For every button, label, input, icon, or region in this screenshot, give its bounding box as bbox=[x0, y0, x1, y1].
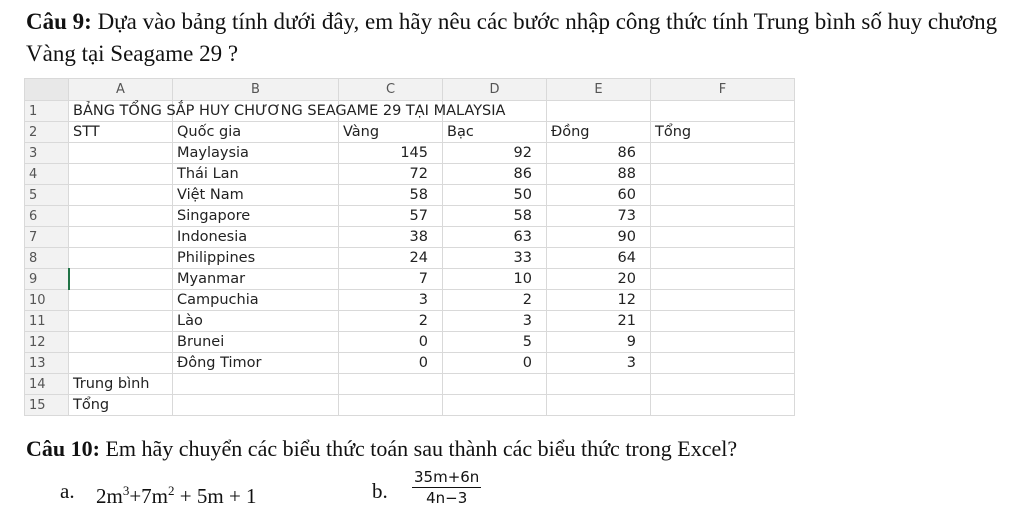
cell-total[interactable] bbox=[651, 332, 795, 353]
cell[interactable] bbox=[339, 374, 443, 395]
cell-country[interactable]: Myanmar bbox=[173, 269, 339, 290]
answer-a-expression bbox=[96, 476, 257, 511]
row-header[interactable]: 6 bbox=[25, 206, 69, 227]
cell-total[interactable] bbox=[651, 248, 795, 269]
row-header[interactable]: 8 bbox=[25, 248, 69, 269]
cell[interactable] bbox=[443, 374, 547, 395]
cell-country[interactable]: Thái Lan bbox=[173, 164, 339, 185]
cell-bronze[interactable]: 73 bbox=[547, 206, 651, 227]
cell-silver[interactable]: 10 bbox=[443, 269, 547, 290]
table-row bbox=[25, 374, 795, 395]
cell-bronze[interactable]: 86 bbox=[547, 143, 651, 164]
cell-stt[interactable] bbox=[69, 185, 173, 206]
header-cell-bronze[interactable]: Đồng bbox=[547, 122, 651, 143]
summary-label-cell[interactable]: Trung bình bbox=[69, 374, 173, 395]
column-header-a[interactable]: A bbox=[69, 79, 173, 101]
row-header[interactable]: 2 bbox=[25, 122, 69, 143]
column-header-e[interactable]: E bbox=[547, 79, 651, 101]
cell-silver[interactable]: 63 bbox=[443, 227, 547, 248]
expr-part: 2m bbox=[96, 484, 123, 508]
cell-stt[interactable] bbox=[69, 206, 173, 227]
question-10-label: Câu 10: bbox=[26, 436, 100, 461]
row-header[interactable]: 15 bbox=[25, 395, 69, 416]
table-row bbox=[25, 269, 795, 290]
cell[interactable] bbox=[651, 374, 795, 395]
cell-total[interactable] bbox=[651, 164, 795, 185]
cell-bronze[interactable]: 3 bbox=[547, 353, 651, 374]
header-cell-country[interactable]: Quốc gia bbox=[173, 122, 339, 143]
answer-b-fraction bbox=[412, 468, 481, 507]
answer-a-label: a. bbox=[60, 479, 75, 503]
table-row bbox=[25, 332, 795, 353]
cell-total[interactable] bbox=[651, 353, 795, 374]
table-row bbox=[25, 353, 795, 374]
cell-country[interactable]: Việt Nam bbox=[173, 185, 339, 206]
cell[interactable] bbox=[547, 101, 651, 122]
spreadsheet-image bbox=[24, 78, 794, 430]
cell-total[interactable] bbox=[651, 227, 795, 248]
column-header-row bbox=[25, 79, 795, 101]
row-header[interactable]: 11 bbox=[25, 311, 69, 332]
cell-country[interactable]: Lào bbox=[173, 311, 339, 332]
cell-country[interactable]: Maylaysia bbox=[173, 143, 339, 164]
cell-total[interactable] bbox=[651, 185, 795, 206]
answer-b-label: b. bbox=[372, 479, 388, 503]
cell[interactable] bbox=[651, 395, 795, 416]
cell-gold[interactable]: 38 bbox=[339, 227, 443, 248]
column-header-c[interactable]: C bbox=[339, 79, 443, 101]
cell-silver[interactable]: 33 bbox=[443, 248, 547, 269]
header-cell-stt[interactable]: STT bbox=[69, 122, 173, 143]
column-header-b[interactable]: B bbox=[173, 79, 339, 101]
cell-silver[interactable]: 5 bbox=[443, 332, 547, 353]
row-header[interactable]: 5 bbox=[25, 185, 69, 206]
cell-stt[interactable] bbox=[69, 332, 173, 353]
cell-stt[interactable] bbox=[69, 164, 173, 185]
table-row bbox=[25, 101, 795, 122]
cell[interactable] bbox=[547, 374, 651, 395]
cell-bronze[interactable]: 64 bbox=[547, 248, 651, 269]
table-row bbox=[25, 290, 795, 311]
question-9-label: Câu 9: bbox=[26, 9, 92, 34]
question-10 bbox=[26, 434, 737, 464]
cell-gold[interactable]: 0 bbox=[339, 332, 443, 353]
header-cell-silver[interactable]: Bạc bbox=[443, 122, 547, 143]
cell-silver[interactable]: 50 bbox=[443, 185, 547, 206]
cell-gold[interactable]: 2 bbox=[339, 311, 443, 332]
cell-silver[interactable]: 92 bbox=[443, 143, 547, 164]
cell-bronze[interactable]: 20 bbox=[547, 269, 651, 290]
cell-country[interactable]: Campuchia bbox=[173, 290, 339, 311]
row-header[interactable]: 14 bbox=[25, 374, 69, 395]
expr-part: +7m bbox=[129, 484, 169, 508]
row-header[interactable]: 3 bbox=[25, 143, 69, 164]
table-row bbox=[25, 395, 795, 416]
cell-total[interactable] bbox=[651, 143, 795, 164]
spreadsheet-grid bbox=[24, 78, 795, 416]
cell-bronze[interactable]: 9 bbox=[547, 332, 651, 353]
table-row bbox=[25, 311, 795, 332]
row-header[interactable]: 9 bbox=[25, 269, 69, 290]
select-all-corner[interactable] bbox=[25, 79, 69, 101]
cell-bronze[interactable]: 90 bbox=[547, 227, 651, 248]
cell[interactable] bbox=[443, 395, 547, 416]
cell[interactable] bbox=[651, 101, 795, 122]
cell-gold[interactable]: 145 bbox=[339, 143, 443, 164]
cell-country[interactable]: Đông Timor bbox=[173, 353, 339, 374]
row-header[interactable]: 1 bbox=[25, 101, 69, 122]
cell[interactable] bbox=[173, 374, 339, 395]
header-cell-gold[interactable]: Vàng bbox=[339, 122, 443, 143]
cell-country[interactable]: Indonesia bbox=[173, 227, 339, 248]
column-header-d[interactable]: D bbox=[443, 79, 547, 101]
cell-bronze[interactable]: 88 bbox=[547, 164, 651, 185]
fraction-numerator: 35m+6n bbox=[414, 468, 480, 486]
cell-gold[interactable]: 57 bbox=[339, 206, 443, 227]
cell-gold[interactable]: 58 bbox=[339, 185, 443, 206]
cell-total[interactable] bbox=[651, 290, 795, 311]
cell-stt[interactable] bbox=[69, 311, 173, 332]
sheet-title-cell[interactable]: BẢNG TỔNG SẮP HUY CHƯƠNG SEAGAME 29 TẠI MALAYSIA bbox=[69, 101, 173, 122]
cell-stt[interactable] bbox=[69, 290, 173, 311]
table-row bbox=[25, 248, 795, 269]
cell-country[interactable]: Brunei bbox=[173, 332, 339, 353]
table-row bbox=[25, 227, 795, 248]
cell-silver[interactable]: 3 bbox=[443, 311, 547, 332]
cell-gold[interactable]: 7 bbox=[339, 269, 443, 290]
fraction-bar bbox=[412, 487, 481, 488]
cell-stt[interactable] bbox=[69, 248, 173, 269]
cell-gold[interactable]: 24 bbox=[339, 248, 443, 269]
cell-bronze[interactable]: 12 bbox=[547, 290, 651, 311]
cell-gold[interactable]: 72 bbox=[339, 164, 443, 185]
cell[interactable] bbox=[339, 395, 443, 416]
cell-total[interactable] bbox=[651, 311, 795, 332]
cell-bronze[interactable]: 60 bbox=[547, 185, 651, 206]
cell-silver[interactable]: 58 bbox=[443, 206, 547, 227]
cell[interactable] bbox=[173, 395, 339, 416]
row-header[interactable]: 4 bbox=[25, 164, 69, 185]
summary-label-cell[interactable]: Tổng bbox=[69, 395, 173, 416]
fraction-denominator: 4n−3 bbox=[426, 489, 468, 507]
header-cell-total[interactable]: Tổng bbox=[651, 122, 795, 143]
cell-silver[interactable]: 2 bbox=[443, 290, 547, 311]
cell-stt[interactable] bbox=[69, 269, 173, 290]
cell-bronze[interactable]: 21 bbox=[547, 311, 651, 332]
question-9 bbox=[26, 6, 1016, 70]
cell-gold[interactable]: 3 bbox=[339, 290, 443, 311]
cell-country[interactable]: Singapore bbox=[173, 206, 339, 227]
column-header-f[interactable]: F bbox=[651, 79, 795, 101]
cell-total[interactable] bbox=[651, 269, 795, 290]
table-row bbox=[25, 206, 795, 227]
cell-stt[interactable] bbox=[69, 143, 173, 164]
cell-total[interactable] bbox=[651, 206, 795, 227]
table-row bbox=[25, 143, 795, 164]
cell[interactable] bbox=[547, 395, 651, 416]
row-header[interactable]: 7 bbox=[25, 227, 69, 248]
cell-stt[interactable] bbox=[69, 227, 173, 248]
question-9-text: Dựa vào bảng tính dưới đây, em hãy nêu các bước nhập công thức tính Trung bình số huy chương Vàng tại Seagame 29 ? bbox=[26, 9, 998, 66]
exponent: 2 bbox=[168, 483, 175, 498]
cell-country[interactable]: Philippines bbox=[173, 248, 339, 269]
exponent: 3 bbox=[122, 483, 130, 498]
cell-stt[interactable] bbox=[69, 353, 173, 374]
expr-part: + 5m + 1 bbox=[174, 484, 257, 508]
question-10-text: Em hãy chuyển các biểu thức toán sau thành các biểu thức trong Excel? bbox=[99, 436, 738, 461]
table-row bbox=[25, 164, 795, 185]
row-header[interactable]: 10 bbox=[25, 290, 69, 311]
cell-gold[interactable]: 0 bbox=[339, 353, 443, 374]
cell-silver[interactable]: 86 bbox=[443, 164, 547, 185]
cell-silver[interactable]: 0 bbox=[443, 353, 547, 374]
row-header[interactable]: 13 bbox=[25, 353, 69, 374]
table-row bbox=[25, 185, 795, 206]
row-header[interactable]: 12 bbox=[25, 332, 69, 353]
table-row bbox=[25, 122, 795, 143]
